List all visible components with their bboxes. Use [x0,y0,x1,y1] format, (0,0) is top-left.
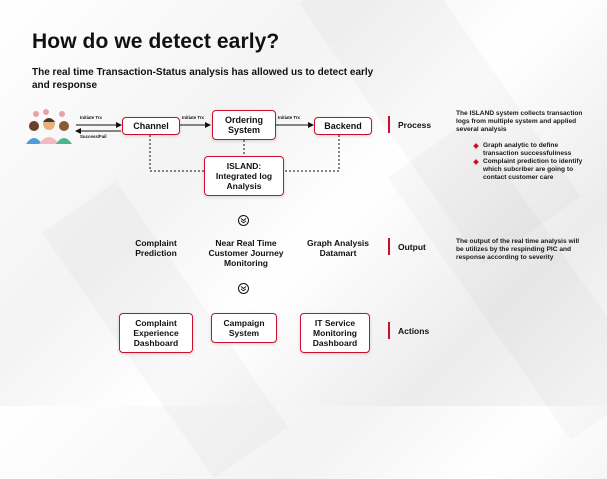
process-stage-label: Process [398,120,432,130]
process-description [456,110,592,182]
near-real-time-output: Near Real Time Customer Journey Monitoring [208,238,284,268]
graph-analysis-output: Graph Analysis Datamart [306,238,370,258]
page-title: How do we detect early? [32,30,280,53]
dotted-backend-island [284,135,339,171]
actions-stage-label: Actions [398,326,430,336]
process-description-text: The ISLAND system collects transaction logs from multiple system and applied several analysis [456,110,583,133]
bullet-icon [473,159,479,165]
channel-box: Channel [122,117,180,135]
complaint-prediction-output: Complaint Prediction [135,238,177,258]
complaint-dashboard-box: Complaint Experience Dashboard [119,313,193,353]
success-fail-label: Success/Fail [80,134,107,139]
it-service-dashboard-box: IT Service Monitoring Dashboard [300,313,370,353]
output-marker [388,238,390,255]
dotted-channel-island [150,135,204,171]
actions-marker [388,322,390,339]
campaign-system-box: Campaign System [211,313,277,343]
process-bullets [474,142,592,182]
page-subtitle: The real time Transaction-Status analysis has allowed us to detect early and response [32,67,374,91]
initiate-trx-label-mid: Initiate Trx [182,115,204,120]
ordering-system-box: Ordering System [212,110,276,140]
island-box: ISLAND: Integrated log Analysis [204,156,284,196]
initiate-trx-label-right: Initiate Trx [278,115,300,120]
bullet-icon [473,143,479,149]
chevron-down-icon [238,215,249,226]
process-bullet: Complaint prediction to identify which subcriber are going to contact customer care [474,158,592,182]
users-icon [24,108,74,144]
output-description: The output of the real time analysis will be utilizes by the respinding PIC and response according to severity [456,238,580,261]
initiate-trx-label-left: Initiate Trx [80,115,102,120]
output-stage-label: Output [398,242,426,252]
backend-box: Backend [314,117,372,135]
process-marker [388,116,390,133]
process-bullet: Graph analytic to define transaction successfuliness [474,142,592,158]
chevron-down-icon [238,283,249,294]
